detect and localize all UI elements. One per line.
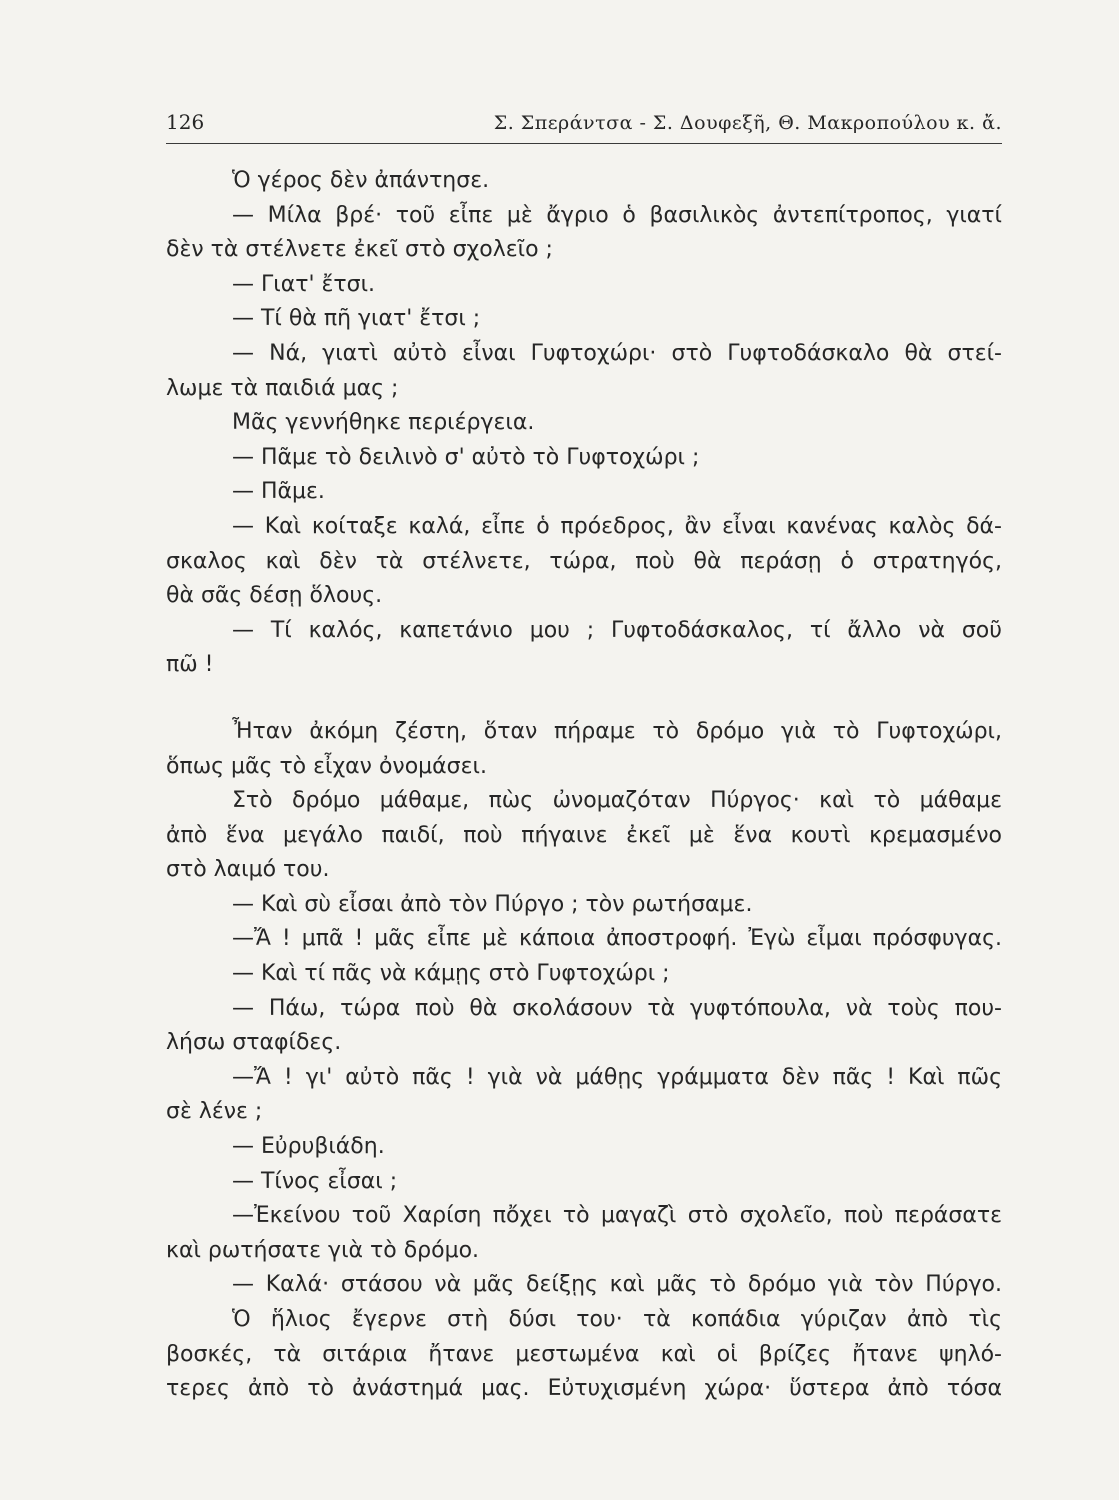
text-line: — Νά, γιατὶ αὐτὸ εἶναι Γυφτοχώρι· στὸ Γυφτοδάσκαλο θὰ στεί-	[232, 340, 1002, 366]
text-line: στὸ λαιμό του.	[166, 857, 330, 883]
text-line: —Ἐκείνου τοῦ Χαρίση πὄχει τὸ μαγαζὶ στὸ σχολεῖο, ποὺ περάσατε	[232, 1203, 1002, 1229]
text-line: — Τίνος εἶσαι ;	[232, 1168, 398, 1194]
text-line: πῶ !	[166, 652, 214, 678]
text-line: — Γιατ' ἔτσι.	[232, 271, 375, 297]
text-line: δὲν τὰ στέλνετε ἐκεῖ στὸ σχολεῖο ;	[166, 237, 553, 263]
text-line: Ἦταν ἀκόμη ζέστη, ὅταν πήραμε τὸ δρόμο γιὰ τὸ Γυφτοχώρι,	[232, 718, 1002, 744]
text-line: — Πᾶμε.	[232, 479, 325, 505]
running-head	[166, 108, 1002, 142]
text-line: — Καὶ σὺ εἶσαι ἀπὸ τὸν Πύργο ; τὸν ρωτήσαμε.	[232, 891, 753, 917]
text-line: — Τί θὰ πῆ γιατ' ἔτσι ;	[232, 306, 481, 332]
text-line: ἀπὸ ἕνα μεγάλο παιδί, ποὺ πήγαινε ἐκεῖ μὲ ἕνα κουτὶ κρεμασμένο	[166, 822, 1002, 848]
text-line: βοσκές, τὰ σιτάρια ἤτανε μεστωμένα καὶ οἱ βρίζες ἤτανε ψηλό-	[166, 1341, 1002, 1367]
text-line: σὲ λένε ;	[166, 1099, 263, 1125]
text-line: σκαλος καὶ δὲν τὰ στέλνετε, τώρα, ποὺ θὰ περάσῃ ὁ στρατηγός,	[166, 548, 1002, 574]
page-number: 126	[166, 110, 205, 134]
text-line: — Εὐρυβιάδη.	[232, 1134, 385, 1160]
text-line: καὶ ρωτήσατε γιὰ τὸ δρόμο.	[166, 1237, 480, 1263]
text-line: θὰ σᾶς δέσῃ ὅλους.	[166, 583, 383, 609]
text-line: —Ἄ ! γι' αὐτὸ πᾶς ! γιὰ νὰ μάθῃς γράμματα δὲν πᾶς ! Καὶ πῶς	[232, 1064, 1002, 1090]
text-line: — Καὶ κοίταξε καλά, εἶπε ὁ πρόεδρος, ἂν εἶναι κανένας καλὸς δά-	[232, 513, 1002, 539]
text-line: τερες ἀπὸ τὸ ἀνάστημά μας. Εὐτυχισμένη χώρα· ὕστερα ἀπὸ τόσα	[166, 1376, 1002, 1402]
header-rule	[166, 143, 1002, 144]
body-text	[166, 164, 1002, 1407]
text-line: λήσω σταφίδες.	[166, 1030, 342, 1056]
text-line: Μᾶς γεννήθηκε περιέργεια.	[232, 410, 535, 436]
text-line: — Μίλα βρέ· τοῦ εἶπε μὲ ἄγριο ὁ βασιλικὸς ἀντεπίτροπος, γιατί	[232, 202, 1002, 228]
text-line: — Πάω, τώρα ποὺ θὰ σκολάσουν τὰ γυφτόπουλα, νὰ τοὺς που-	[232, 995, 1002, 1021]
text-line: — Καὶ τί πᾶς νὰ κάμῃς στὸ Γυφτοχώρι ;	[232, 961, 670, 987]
text-line: Ὁ ἥλιος ἔγερνε στὴ δύσι του· τὰ κοπάδια γύριζαν ἀπὸ τὶς	[232, 1307, 1002, 1332]
running-head-title: Σ. Σπεράντσα - Σ. Δουφεξῆ, Θ. Μακροπούλου κ. ἄ.	[493, 112, 1002, 134]
text-line: — Τί καλός, καπετάνιο μου ; Γυφτοδάσκαλος, τί ἄλλο νὰ σοῦ	[232, 617, 1002, 643]
text-line: λωμε τὰ παιδιά μας ;	[166, 375, 399, 401]
text-line: Στὸ δρόμο μάθαμε, πὼς ὠνομαζόταν Πύργος· καὶ τὸ μάθαμε	[232, 788, 1002, 814]
text-line: Ὁ γέρος δὲν ἀπάντησε.	[232, 168, 490, 193]
text-line: — Πᾶμε τὸ δειλινὸ σ' αὐτὸ τὸ Γυφτοχώρι ;	[232, 444, 700, 470]
text-line: — Καλά· στάσου νὰ μᾶς δείξῃς καὶ μᾶς τὸ δρόμο γιὰ τὸν Πύργο.	[232, 1272, 1002, 1298]
text-line: ὅπως μᾶς τὸ εἶχαν ὀνομάσει.	[166, 753, 487, 779]
text-line: —Ἄ ! μπᾶ ! μᾶς εἶπε μὲ κάποια ἀποστροφή. Ἐγὼ εἶμαι πρόσφυγας.	[232, 926, 1002, 952]
